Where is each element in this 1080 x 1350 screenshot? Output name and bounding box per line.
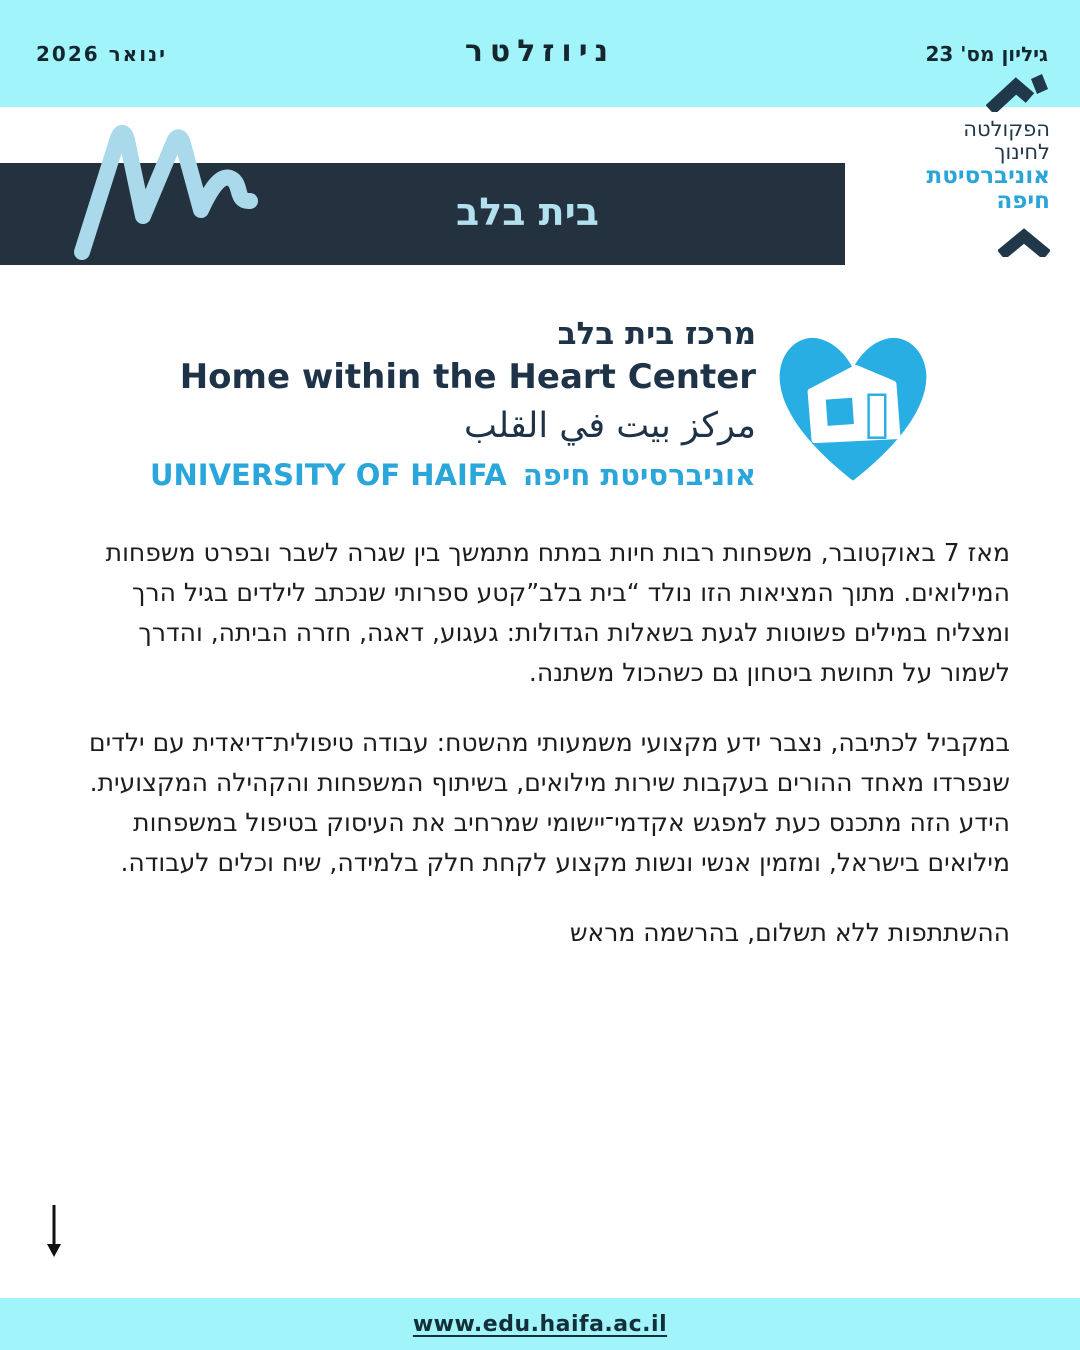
heart-house-icon — [770, 319, 936, 491]
masthead-title: ניוזלטר — [464, 34, 616, 69]
faculty-brand — [927, 72, 1050, 257]
chevron-up-icon — [998, 227, 1050, 257]
logo-title-arabic: مركز بيت في القلب — [464, 406, 757, 446]
logo-university-english: UNIVERSITY OF HAIFA — [149, 458, 507, 492]
article-body — [70, 533, 1010, 983]
paragraph-3: ההשתתפות ללא תשלום, בהרשמה מראש — [569, 918, 1010, 947]
logo-title-english: Home within the Heart Center — [179, 357, 757, 397]
page-title: בית בלב — [456, 190, 599, 235]
university-name-line1: אוניברסיטת — [926, 163, 1050, 189]
website-link[interactable]: www.edu.haifa.ac.il — [412, 1311, 668, 1337]
logo-university-hebrew: אוניברסיטת חיפה — [522, 458, 757, 492]
masthead-date: ינואר 2026 — [36, 42, 168, 66]
faculty-name-line2: לחינוך — [994, 140, 1050, 164]
scroll-down-arrow-icon — [44, 1203, 64, 1257]
logo-title-hebrew: מרכז בית בלב — [557, 316, 757, 352]
haifa-logo-mark-icon — [986, 72, 1050, 112]
faculty-name-line1: הפקולטה — [963, 117, 1050, 141]
masthead — [0, 0, 1080, 107]
center-logo — [0, 314, 1080, 496]
center-logo-text — [144, 314, 756, 496]
brush-stroke-icon — [64, 110, 308, 260]
footer-bar — [0, 1298, 1080, 1350]
paragraph-2: במקביל לכתיבה, נצבר ידע מקצועי משמעותי מהשטח: עבודה טיפולית־דיאדית עם ילדים שנפרדו מאחד ההורים בעקבות שירות מילואים, בשיתוף המשפחות והקהילה המקצועית. הידע הזה מתכנס כעת למפגש אקדמי־יישומי שמרחיב את העיסוק בטיפול במשפחות מילואים בישראל, ומזמין אנשי ונשות מקצוע לקחת חלק בלמידה, שיח וכלים לעבודה. — [89, 728, 1010, 877]
logo-university-line — [144, 454, 756, 496]
paragraph-1: מאז 7 באוקטובר, משפחות רבות חיות במתח מתמשך בין שגרה לשבר ובפרט משפחות המילואים. מתוך המציאות הזו נולד “בית בלב”קטע ספרותי שנכתב לילדים בגיל הרך ומצליח במילים פשוטות לגעת בשאלות הגדולות: געגוע, דאגה, חזרה הביתה, והדרך לשמור על תחושת ביטחון גם כשהכול משתנה. — [105, 538, 1010, 687]
university-name-line2: חיפה — [996, 188, 1050, 214]
masthead-issue: גיליון מס' 23 — [925, 42, 1048, 66]
